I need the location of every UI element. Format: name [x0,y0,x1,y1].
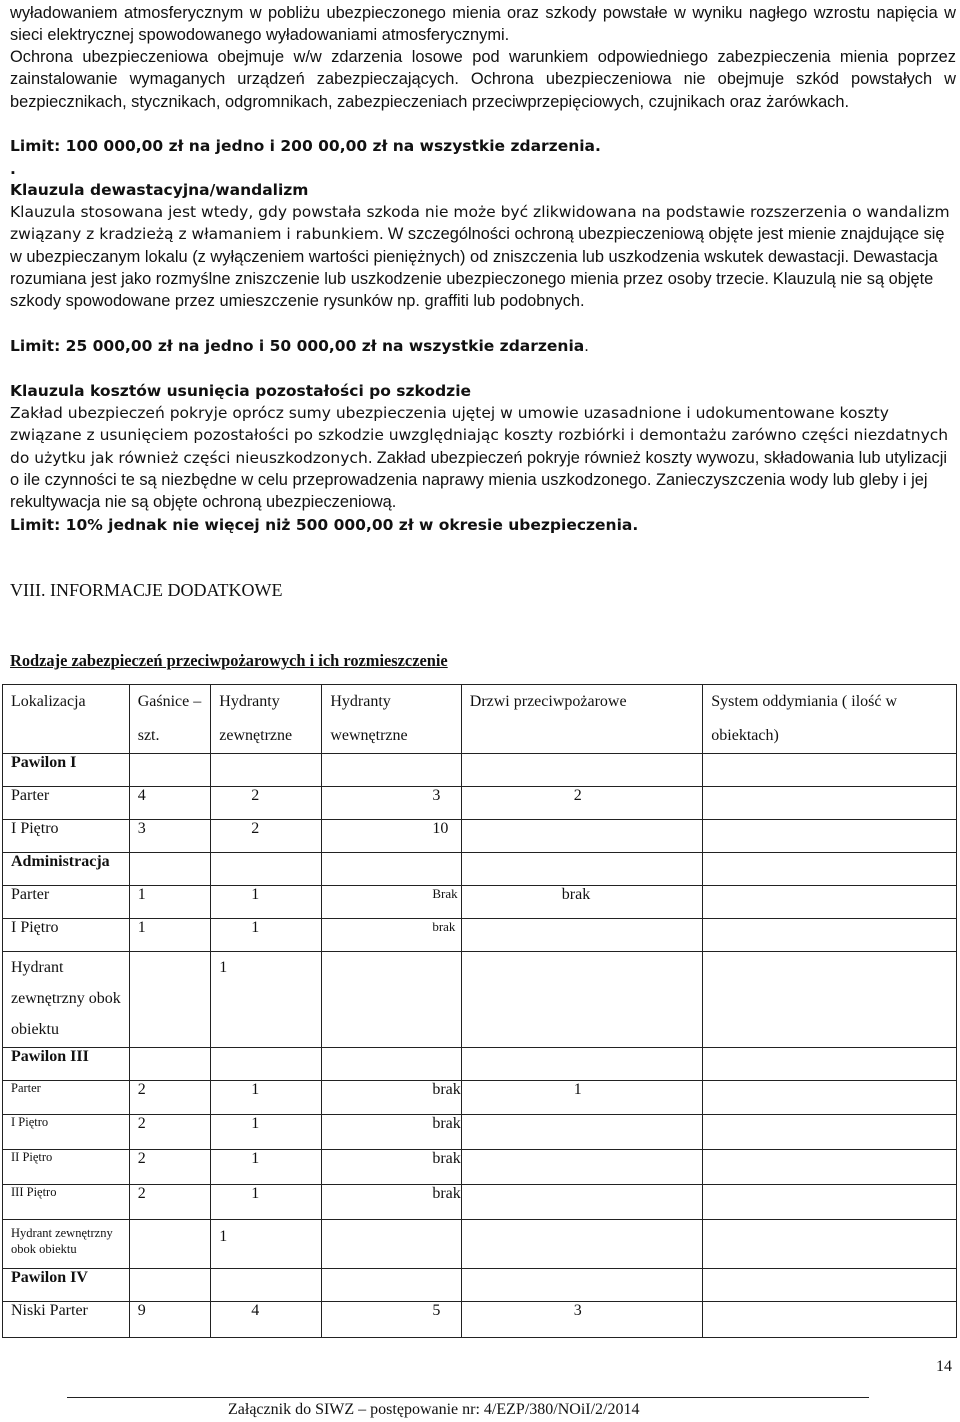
table-cell: 1 [211,919,322,952]
vandalism-limit-dot: . [584,337,589,355]
table-cell: Hydrant zewnętrzny obok obiektu [3,1220,130,1269]
table-cell: 1 [129,919,211,952]
table-cell: 3 [129,820,211,853]
table-cell: 1 [211,1150,322,1185]
removal-limit: Limit: 10% jednak nie więcej niż 500 000,00 zł w okresie ubezpieczenia. [10,516,639,534]
table-row [3,754,957,787]
table-row [3,1048,957,1081]
table-cell: 2 [461,787,703,820]
vandalism-body-part-1: Klauzula stosowana jest wtedy, gdy powstała szkoda nie może być zlikwidowana na podstawie rozszerzenia o wandalizm związany z kradzieżą z włamaniem i rabunkiem. [10,203,950,244]
table-cell: 3 [461,1302,703,1338]
table-row [3,886,957,919]
table-row [3,919,957,952]
vandalism-limit-line [10,335,956,357]
fire-protection-table [2,684,957,1338]
table-cell: III Piętro [3,1185,130,1220]
table-cell: 1 [211,886,322,919]
vandalism-body-part-2: W szczególności ochroną ubezpieczeniową objęte jest mienie znajdujące się w ubezpieczanym lokalu (z wyłączeniem wartości pieniężnych) od zniszczenia lub uszkodzenia wskutek dewastacji. [10,225,945,266]
table-caption: Rodzaje zabezpieczeń przeciwpożarowych i ich rozmieszczenie [10,651,448,670]
footer-text: Załącznik do SIWZ – postępowanie nr: 4/EZP/380/NOiI/2/2014 [228,1401,640,1418]
section-heading: VIII. INFORMACJE DODATKOWE [10,580,283,600]
intro-limit: Limit: 100 000,00 zł na jedno i 200 00,00 zł na wszystkie zdarzenia. [10,137,601,155]
table-cell: brak [322,1081,461,1115]
table-cell: 1 [211,952,322,1048]
vandalism-body-part-3: Dewastacja rozumiana jest jako rozmyślne zniszczenie lub uszkodzenie ubezpieczonego mienia przez osoby trzecie. [10,247,938,288]
header-cell: Drzwi przeciwpożarowe [461,685,703,754]
table-cell: Parter [3,886,130,919]
table-cell: brak [461,886,703,919]
footer-divider [67,1397,869,1398]
table-row [3,952,957,1048]
table-cell: 1 [461,1081,703,1115]
table-row [3,787,957,820]
table-cell: 3 [322,787,461,820]
table-row [3,1115,957,1150]
table-cell: 2 [129,1081,211,1115]
vandalism-body [10,201,956,312]
table-cell: Hydrant zewnętrzny obok obiektu [3,952,130,1048]
table-cell: brak [322,1115,461,1150]
header-cell: Hydranty wewnętrzne [322,685,461,754]
table-cell: 2 [211,787,322,820]
table-cell: brak [322,919,461,952]
table-cell: 1 [211,1220,322,1269]
header-cell: Gaśnice – szt. [129,685,211,754]
removal-body-part-1: Zakład ubezpieczeń pokryje oprócz sumy ubezpieczenia ujętej w umowie uzasadnione i udokumentowane koszty związane z usunięciem pozostałości po szkodzie uwzględniając koszty rozbiórki i demontażu zarówno części niezdatnych do użytku jak również części nieuszkodzonych. [10,404,949,467]
table-cell: 1 [129,886,211,919]
table-cell: 1 [211,1115,322,1150]
table-cell: 4 [129,787,211,820]
table-cell: 1 [211,1185,322,1220]
table-row [3,820,957,853]
table-cell: brak [322,1185,461,1220]
table-cell: Parter [3,787,130,820]
table-cell: Brak [322,886,461,919]
vandalism-body-part-4: Klauzulą nie są objęte szkody spowodowane przez umieszczenie rysunków np. graffiti lub podobnych. [10,269,934,311]
table-cell: 2 [129,1185,211,1220]
table-row [3,1081,957,1115]
table-cell: Administracja [3,853,130,886]
vandalism-title: Klauzula dewastacyjna/wandalizm [10,181,309,199]
table-cell: I Piętro [3,919,130,952]
table-cell: 10 [322,820,461,853]
table-cell: 2 [129,1150,211,1185]
table-row [3,1269,957,1302]
header-cell: Lokalizacja [3,685,130,754]
table-cell: II Piętro [3,1150,130,1185]
intro-paragraph-1: wyładowaniem atmosferycznym w pobliżu ubezpieczonego mienia oraz szkody powstałe w wyniku nagłego wzrostu napięcia w sieci elektrycznej spowodowanego wyładowaniami atmosferycznymi. [10,4,956,45]
vandalism-dot: . [10,160,16,178]
table-row [3,1220,957,1269]
intro-paragraph-2: Ochrona ubezpieczeniowa obejmuje w/w zdarzenia losowe pod warunkiem odpowiedniego zabezpieczenia mienia poprzez zainstalowanie wymaganych urządzeń zabezpieczających. Ochrona ubezpieczeniowa nie obejmuje szkód powstałych w bezpiecznikach, stycznikach, odgromnikach, zabezpieczeniach przeciwprzepięciowych, czujnikach oraz żarówkach. [10,48,956,111]
table-row [3,1302,957,1338]
page-number: 14 [936,1358,952,1375]
table-header-row [3,685,957,754]
table-cell: Pawilon IV [3,1269,130,1302]
table-cell: Pawilon III [3,1048,130,1081]
table-row [3,1185,957,1220]
table-cell: Niski Parter [3,1302,130,1338]
table-cell: 2 [211,820,322,853]
table-cell: 9 [129,1302,211,1338]
removal-body [10,402,956,513]
table-cell: 1 [211,1081,322,1115]
table-cell: 4 [211,1302,322,1338]
table-row [3,1150,957,1185]
header-cell: Hydranty zewnętrzne [211,685,322,754]
table-cell: Parter [3,1081,130,1115]
removal-title: Klauzula kosztów usunięcia pozostałości po szkodzie [10,382,472,400]
table-cell: 2 [129,1115,211,1150]
table-row [3,853,957,886]
table-cell: I Piętro [3,1115,130,1150]
vandalism-limit: Limit: 25 000,00 zł na jedno i 50 000,00 zł na wszystkie zdarzenia [10,337,585,355]
table-cell: I Piętro [3,820,130,853]
removal-body-part-2: Zakład ubezpieczeń pokryje również koszty wywozu, składowania lub utylizacji o ile czynności te są niezbędne w celu przeprowadzenia naprawy mienia uszkodzonego. Zanieczyszczenia wody lub gleby i jej rekultywacja nie są objęte ochroną ubezpieczeniową. [10,448,947,512]
table-cell: Pawilon I [3,754,130,787]
table-cell: 5 [322,1302,461,1338]
table-cell: brak [322,1150,461,1185]
header-cell: System oddymiania ( ilość w obiektach) [703,685,957,754]
